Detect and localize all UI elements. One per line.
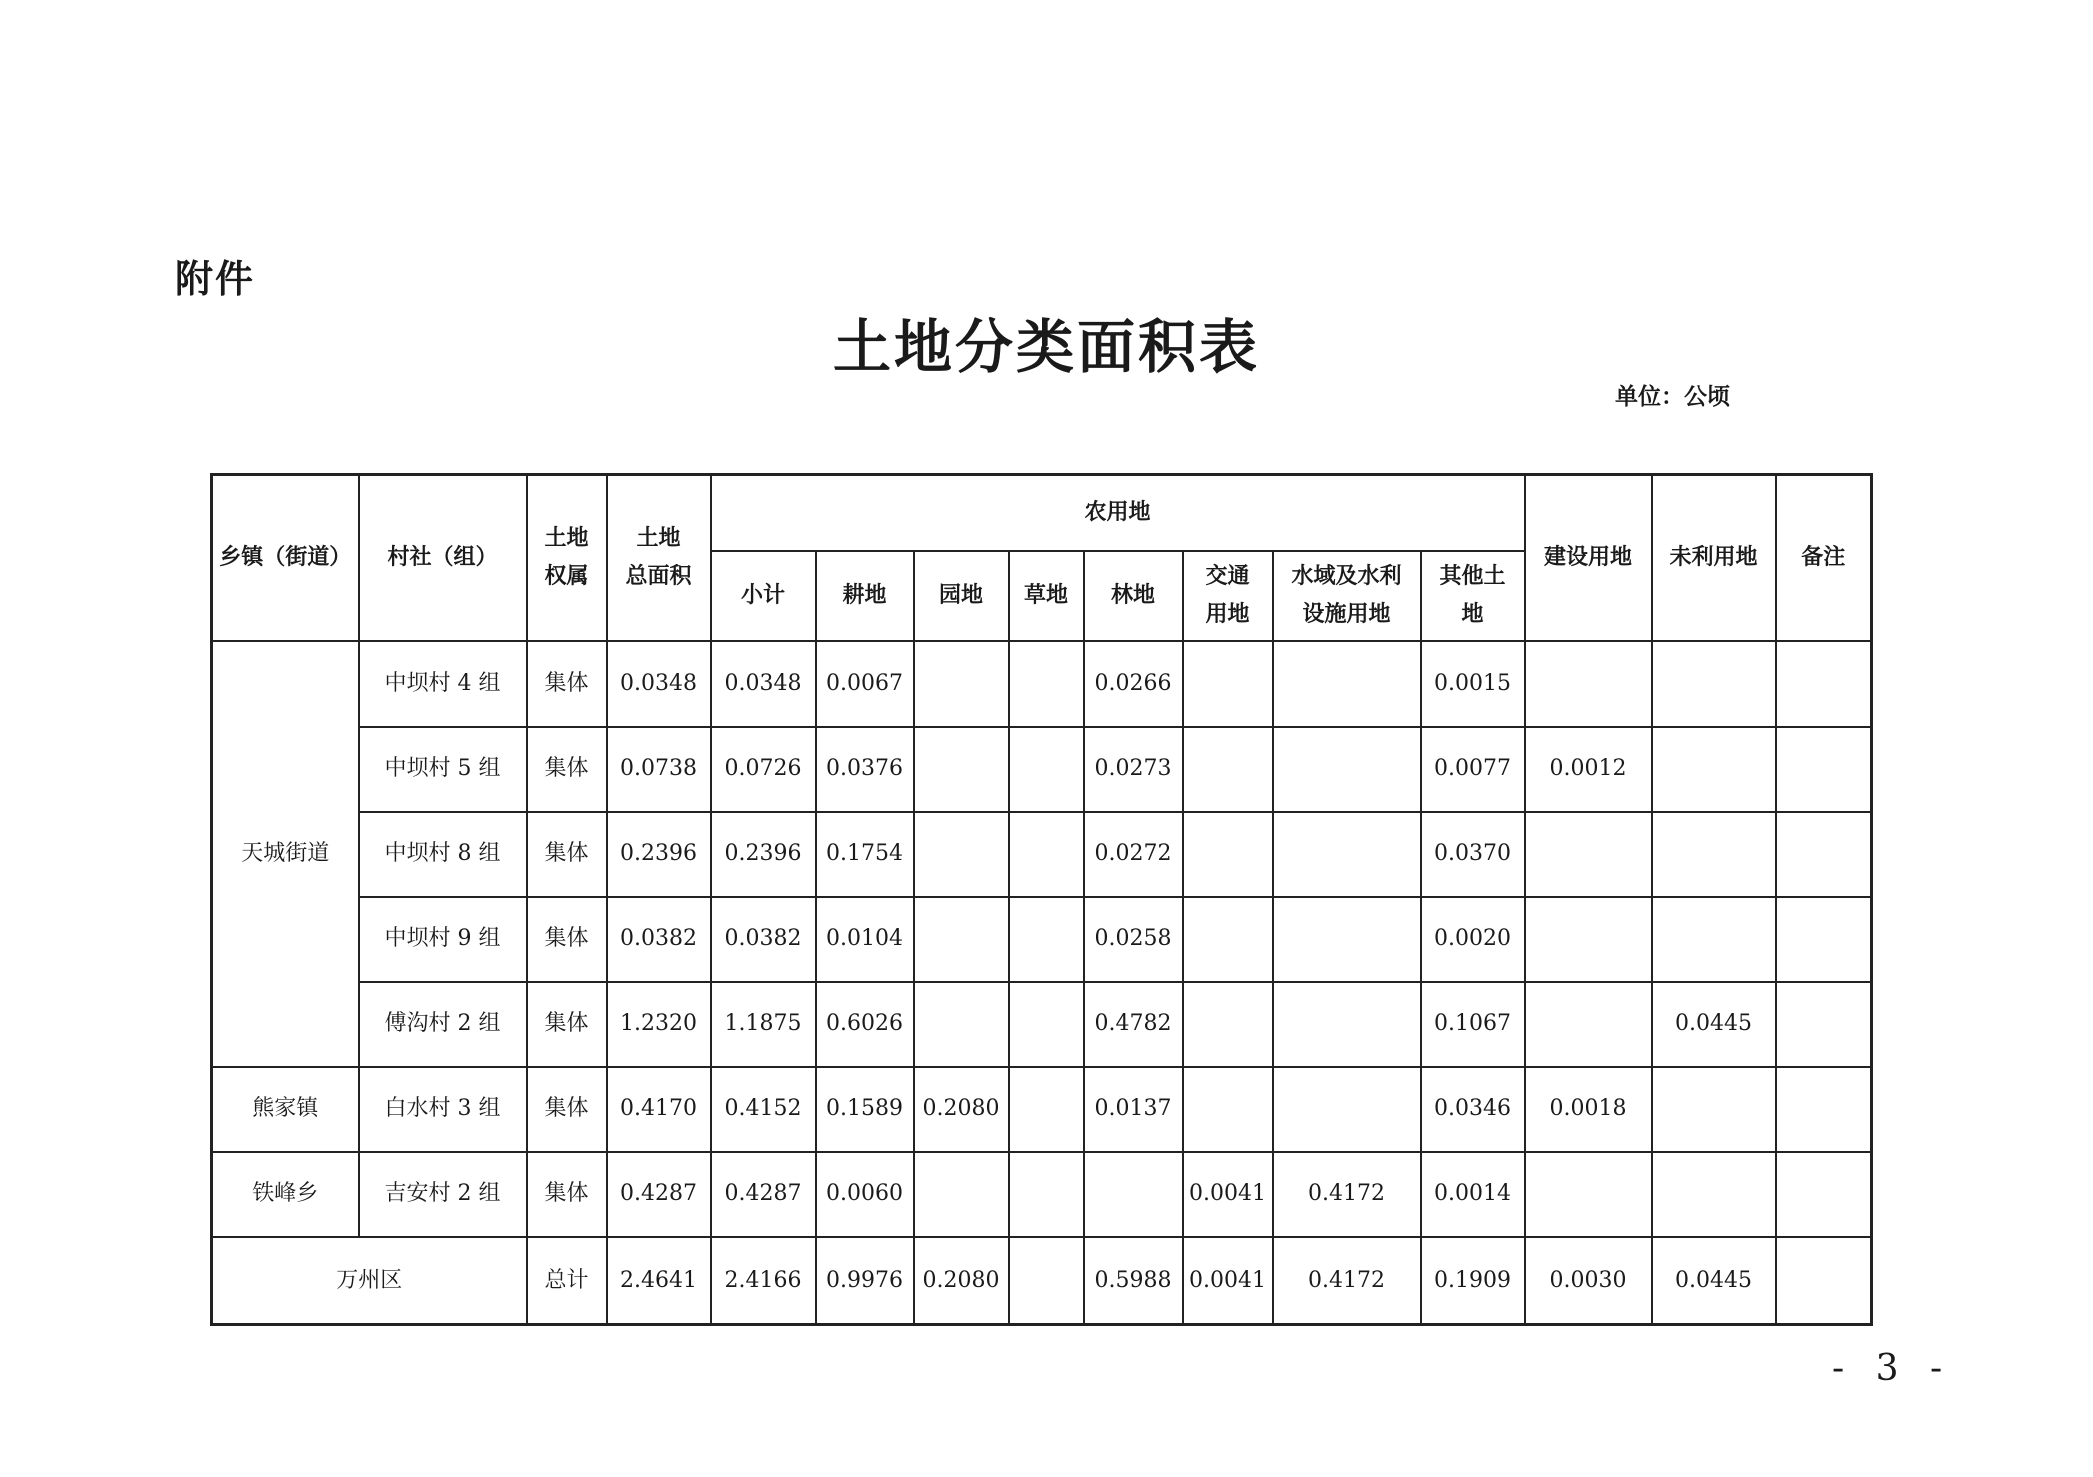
forest-cell: 0.0272	[1084, 812, 1183, 897]
cultivated-cell: 0.0104	[816, 897, 914, 982]
remark-cell	[1776, 641, 1872, 727]
table-row	[212, 812, 1872, 897]
col-other-line2: 地	[1461, 600, 1484, 627]
remark-cell	[1776, 727, 1872, 812]
town-cell: 熊家镇	[212, 1067, 359, 1152]
construction-cell: 0.0030	[1525, 1237, 1652, 1325]
col-town: 乡镇（街道）	[212, 475, 359, 641]
ownership-cell: 集体	[527, 641, 607, 727]
col-traffic-line1: 交通	[1205, 563, 1250, 590]
grass-cell	[1009, 897, 1084, 982]
ownership-cell: 集体	[527, 897, 607, 982]
unit-label: 单位：公顷	[1615, 383, 1730, 410]
col-unused: 未利用地	[1652, 475, 1776, 641]
construction-cell	[1525, 897, 1652, 982]
col-ownership-line2: 权属	[544, 562, 589, 589]
traffic-cell	[1183, 812, 1273, 897]
garden-cell	[914, 641, 1009, 727]
forest-cell: 0.5988	[1084, 1237, 1183, 1325]
table-row	[212, 1067, 1872, 1152]
village-cell: 中坝村 4 组	[359, 641, 527, 727]
remark-cell	[1776, 812, 1872, 897]
total-cell: 0.0348	[607, 641, 711, 727]
page-title: 土地分类面积表	[832, 313, 1260, 381]
unused-cell	[1652, 897, 1776, 982]
col-cultivated: 耕地	[816, 551, 914, 641]
cultivated-cell: 0.0376	[816, 727, 914, 812]
col-traffic	[1183, 551, 1273, 641]
ownership-cell: 总计	[527, 1237, 607, 1325]
col-total-line1: 土地	[636, 525, 681, 552]
grass-cell	[1009, 812, 1084, 897]
water-cell	[1273, 812, 1421, 897]
table-row	[212, 1152, 1872, 1237]
total-cell: 2.4641	[607, 1237, 711, 1325]
subtotal-cell: 0.0726	[711, 727, 816, 812]
col-grass: 草地	[1009, 551, 1084, 641]
total-cell: 1.2320	[607, 982, 711, 1067]
water-cell	[1273, 727, 1421, 812]
col-ownership	[527, 475, 607, 641]
subtotal-cell: 2.4166	[711, 1237, 816, 1325]
grass-cell	[1009, 982, 1084, 1067]
cultivated-cell: 0.9976	[816, 1237, 914, 1325]
col-traffic-line2: 用地	[1205, 600, 1250, 627]
col-forest: 林地	[1084, 551, 1183, 641]
remark-cell	[1776, 1237, 1872, 1325]
col-agri-group: 农用地	[711, 475, 1525, 551]
grass-cell	[1009, 1152, 1084, 1237]
col-water	[1273, 551, 1421, 641]
unused-cell	[1652, 1067, 1776, 1152]
grass-cell	[1009, 1067, 1084, 1152]
other-cell: 0.0346	[1421, 1067, 1525, 1152]
construction-cell	[1525, 1152, 1652, 1237]
cultivated-cell: 0.0060	[816, 1152, 914, 1237]
total-cell: 0.0382	[607, 897, 711, 982]
garden-cell	[914, 897, 1009, 982]
traffic-cell	[1183, 1067, 1273, 1152]
unused-cell	[1652, 1152, 1776, 1237]
col-other	[1421, 551, 1525, 641]
header-row	[212, 475, 1872, 551]
village-cell: 中坝村 8 组	[359, 812, 527, 897]
col-other-line1: 其他土	[1439, 563, 1506, 590]
subtotal-cell: 1.1875	[711, 982, 816, 1067]
land-classification-table	[210, 473, 1873, 1326]
other-cell: 0.0020	[1421, 897, 1525, 982]
total-cell: 0.4170	[607, 1067, 711, 1152]
ownership-cell: 集体	[527, 812, 607, 897]
construction-cell: 0.0012	[1525, 727, 1652, 812]
page-number: - 3 -	[1832, 1348, 1953, 1389]
unused-cell: 0.0445	[1652, 982, 1776, 1067]
unused-cell	[1652, 727, 1776, 812]
col-total	[607, 475, 711, 641]
col-village: 村社（组）	[359, 475, 527, 641]
water-cell	[1273, 982, 1421, 1067]
town-cell: 铁峰乡	[212, 1152, 359, 1237]
col-water-line1: 水域及水利	[1291, 563, 1402, 590]
table-row	[212, 641, 1872, 727]
forest-cell: 0.4782	[1084, 982, 1183, 1067]
grass-cell	[1009, 727, 1084, 812]
remark-cell	[1776, 982, 1872, 1067]
other-cell: 0.0015	[1421, 641, 1525, 727]
col-remark: 备注	[1776, 475, 1872, 641]
remark-cell	[1776, 1152, 1872, 1237]
other-cell: 0.0077	[1421, 727, 1525, 812]
village-cell: 白水村 3 组	[359, 1067, 527, 1152]
cultivated-cell: 0.0067	[816, 641, 914, 727]
other-cell: 0.0014	[1421, 1152, 1525, 1237]
unused-cell	[1652, 641, 1776, 727]
forest-cell: 0.0273	[1084, 727, 1183, 812]
col-subtotal: 小计	[711, 551, 816, 641]
traffic-cell	[1183, 982, 1273, 1067]
garden-cell	[914, 812, 1009, 897]
subtotal-cell: 0.4152	[711, 1067, 816, 1152]
other-cell: 0.1067	[1421, 982, 1525, 1067]
village-cell: 中坝村 9 组	[359, 897, 527, 982]
unused-cell: 0.0445	[1652, 1237, 1776, 1325]
attachment-label: 附件	[175, 257, 256, 301]
grass-cell	[1009, 641, 1084, 727]
col-ownership-line1: 土地	[544, 525, 589, 552]
table-row	[212, 982, 1872, 1067]
forest-cell: 0.0266	[1084, 641, 1183, 727]
water-cell	[1273, 641, 1421, 727]
construction-cell	[1525, 812, 1652, 897]
traffic-cell	[1183, 641, 1273, 727]
total-row	[212, 1237, 1872, 1325]
forest-cell	[1084, 1152, 1183, 1237]
col-construction: 建设用地	[1525, 475, 1652, 641]
subtotal-cell: 0.4287	[711, 1152, 816, 1237]
traffic-cell	[1183, 727, 1273, 812]
water-cell: 0.4172	[1273, 1237, 1421, 1325]
total-cell: 0.0738	[607, 727, 711, 812]
garden-cell	[914, 727, 1009, 812]
traffic-cell	[1183, 897, 1273, 982]
water-cell: 0.4172	[1273, 1152, 1421, 1237]
forest-cell: 0.0137	[1084, 1067, 1183, 1152]
remark-cell	[1776, 1067, 1872, 1152]
other-cell: 0.1909	[1421, 1237, 1525, 1325]
garden-cell: 0.2080	[914, 1237, 1009, 1325]
remark-cell	[1776, 897, 1872, 982]
table-row	[212, 727, 1872, 812]
garden-cell	[914, 1152, 1009, 1237]
construction-cell	[1525, 982, 1652, 1067]
traffic-cell: 0.0041	[1183, 1237, 1273, 1325]
village-cell: 吉安村 2 组	[359, 1152, 527, 1237]
col-water-line2: 设施用地	[1302, 600, 1391, 627]
ownership-cell: 集体	[527, 982, 607, 1067]
grass-cell	[1009, 1237, 1084, 1325]
garden-cell	[914, 982, 1009, 1067]
town-cell: 天城街道	[212, 641, 359, 1067]
village-cell: 傅沟村 2 组	[359, 982, 527, 1067]
construction-cell: 0.0018	[1525, 1067, 1652, 1152]
district-cell: 万州区	[212, 1237, 527, 1325]
cultivated-cell: 0.6026	[816, 982, 914, 1067]
garden-cell: 0.2080	[914, 1067, 1009, 1152]
forest-cell: 0.0258	[1084, 897, 1183, 982]
village-cell: 中坝村 5 组	[359, 727, 527, 812]
water-cell	[1273, 897, 1421, 982]
ownership-cell: 集体	[527, 727, 607, 812]
ownership-cell: 集体	[527, 1152, 607, 1237]
total-cell: 0.4287	[607, 1152, 711, 1237]
cultivated-cell: 0.1589	[816, 1067, 914, 1152]
subtotal-cell: 0.0382	[711, 897, 816, 982]
subtotal-cell: 0.2396	[711, 812, 816, 897]
subtotal-cell: 0.0348	[711, 641, 816, 727]
construction-cell	[1525, 641, 1652, 727]
unused-cell	[1652, 812, 1776, 897]
other-cell: 0.0370	[1421, 812, 1525, 897]
cultivated-cell: 0.1754	[816, 812, 914, 897]
col-total-line2: 总面积	[625, 562, 692, 589]
table-row	[212, 897, 1872, 982]
water-cell	[1273, 1067, 1421, 1152]
ownership-cell: 集体	[527, 1067, 607, 1152]
traffic-cell: 0.0041	[1183, 1152, 1273, 1237]
col-garden: 园地	[914, 551, 1009, 641]
total-cell: 0.2396	[607, 812, 711, 897]
